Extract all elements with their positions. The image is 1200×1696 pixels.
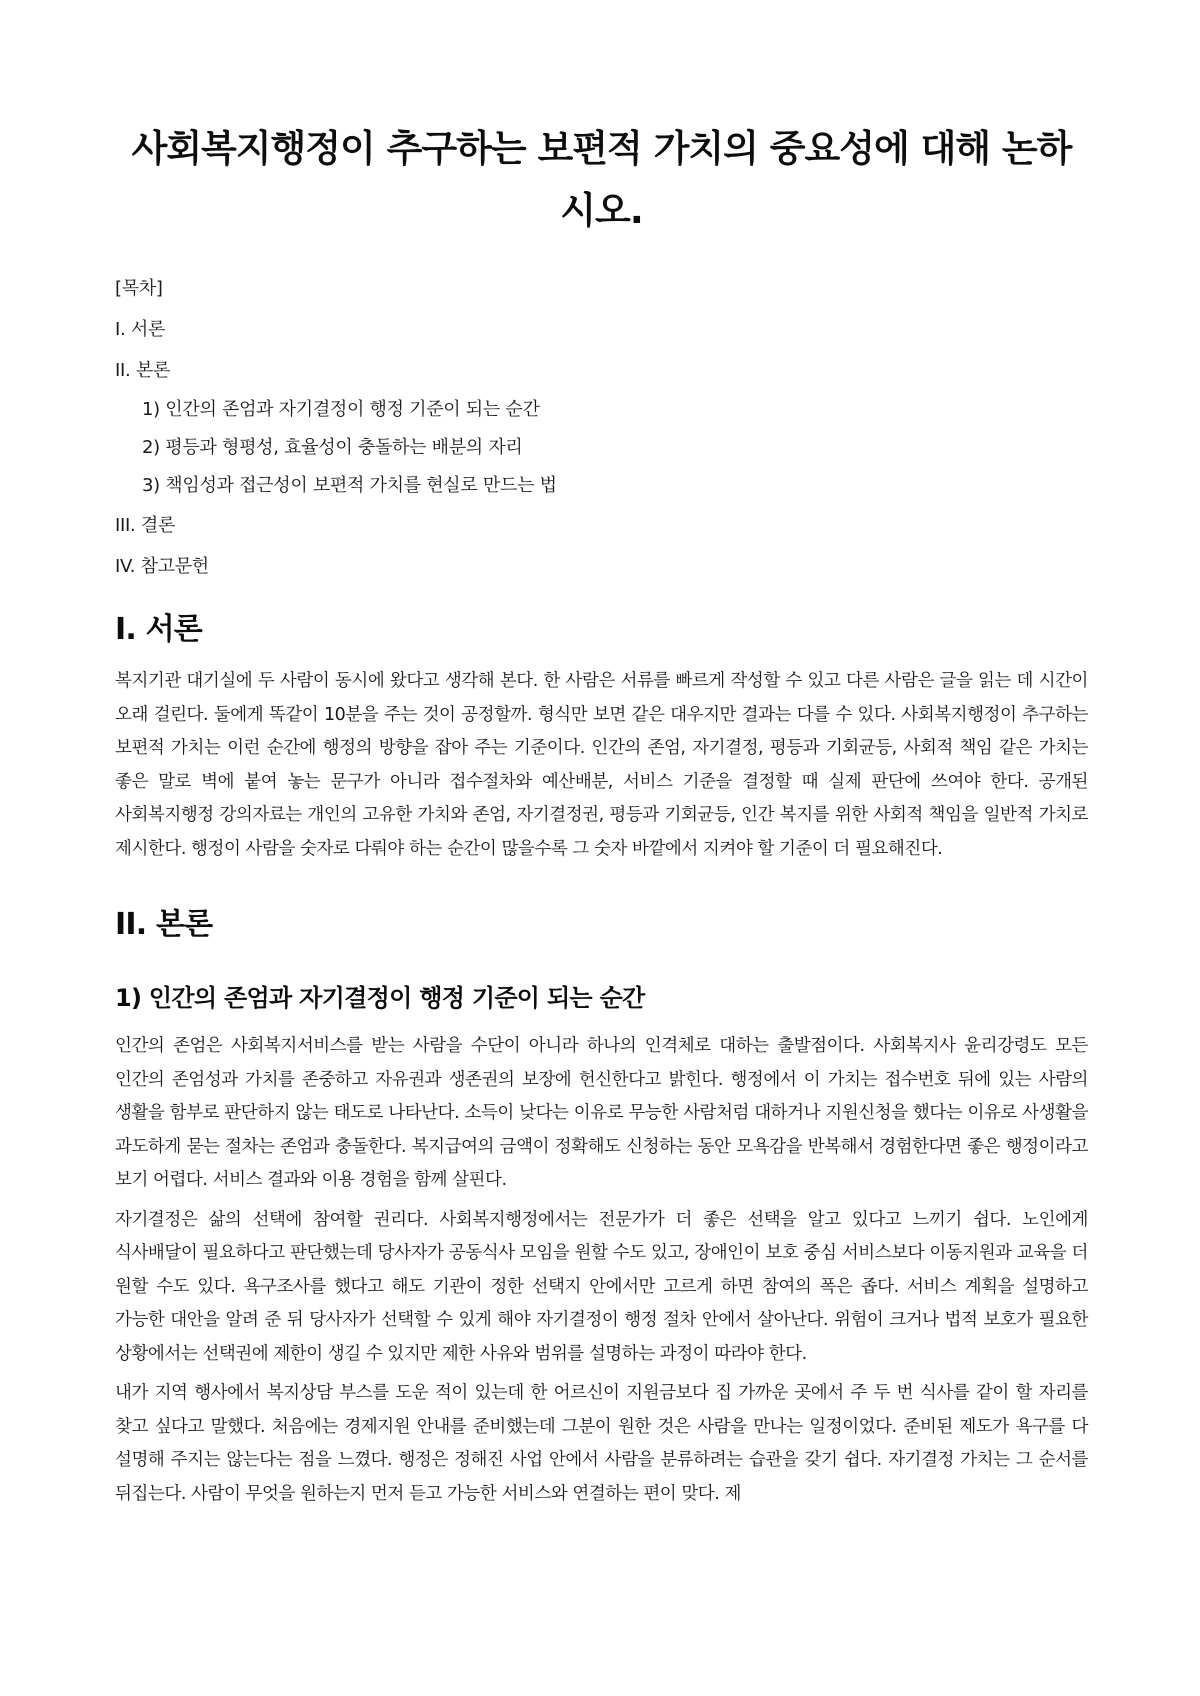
subsection-1-paragraph-2: 자기결정은 삶의 선택에 참여할 권리다. 사회복지행정에서는 전문가가 더 좋은 선택을 알고 있다고 느끼기 쉽다. 노인에게 식사배달이 필요하다고 판단했는데 당사자가 공동식사 모임을 원할 수도 있고, 장애인이 보호 중심 서비스보다 이동지원과 교육을 더 원할 수도 있다. 욕구조사를 했다고 해도 기관이 정한 선택지 안에서만 고르게 하면 참여의 폭은 좁다. 서비스 계획을 설명하고 가능한 대안을 알려 준 뒤 당사자가 선택할 수 있게 해야 자기결정이 행정 절차 안에서 살아난다. 위험이 크거나 법적 보호가 필요한 상황에서는 선택권에 제한이 생길 수 있지만 제한 사유와 범위를 설명하는 과정이 따라야 한다. (115, 1209, 1088, 1364)
toc-item-body-3: 3) 책임성과 접근성이 보편적 가치를 현실로 만드는 법 (142, 475, 557, 496)
body-heading: II. 본론 (115, 907, 213, 942)
introduction-paragraph: 복지기관 대기실에 두 사람이 동시에 왔다고 생각해 본다. 한 사람은 서류를 빠르게 작성할 수 있고 다른 사람은 글을 읽는 데 시간이 오래 걸린다. 둘에게 똑같이 10분을 주는 것이 공정할까. 형식만 보면 같은 대우지만 결과는 다를 수 있다. 사회복지행정이 추구하는 보편적 가치는 이런 순간에 행정의 방향을 잡아 주는 기준이다. 인간의 존엄, 자기결정, 평등과 기회균등, 사회적 책임 같은 가치는 좋은 말로 벽에 붙여 놓는 문구가 아니라 접수절차와 예산배분, 서비스 기준을 결정할 때 실제 판단에 쓰여야 한다. 공개된 사회복지행정 강의자료는 개인의 고유한 가치와 존엄, 자기결정권, 평등과 기회균등, 인간 복지를 위한 사회적 책임을 일반적 가치로 제시한다. 행정이 사람을 숫자로 다뤄야 하는 순간이 많을수록 그 숫자 바깥에서 지켜야 할 기준이 더 필요해진다. (115, 671, 1088, 859)
toc-item-references: IV. 참고문헌 (115, 556, 209, 577)
toc-item-body-2: 2) 평등과 형평성, 효율성이 충돌하는 배분의 자리 (142, 437, 523, 458)
subsection-1-heading: 1) 인간의 존엄과 자기결정이 행정 기준이 되는 순간 (115, 984, 645, 1012)
toc-heading: [목차] (115, 278, 163, 299)
subsection-1-paragraph-3: 내가 지역 행사에서 복지상담 부스를 도운 적이 있는데 한 어르신이 지원금보다 집 가까운 곳에서 주 두 번 식사를 같이 할 자리를 찾고 싶다고 말했다. 처음에는 경제지원 안내를 준비했는데 그분이 원한 것은 사람을 만나는 일정이었다. 준비된 제도가 욕구를 다 설명해 주지는 않는다는 점을 느꼈다. 행정은 정해진 사업 안에서 사람을 분류하려는 습관을 갖기 쉽다. 자기결정 가치는 그 순서를 뒤집는다. 사람이 무엇을 원하는지 먼저 듣고 가능한 서비스와 연결하는 편이 맞다. 제 (115, 1383, 1088, 1504)
introduction-heading: I. 서론 (115, 612, 202, 647)
introduction-section (115, 607, 1088, 866)
document-title: 사회복지행정이 추구하는 보편적 가치의 중요성에 대해 논하시오. (131, 127, 1072, 232)
toc-item-introduction: I. 서론 (115, 319, 166, 340)
subsection-1-paragraph-1: 인간의 존엄은 사회복지서비스를 받는 사람을 수단이 아니라 하나의 인격체로 대하는 출발점이다. 사회복지사 윤리강령도 모든 인간의 존엄성과 가치를 존중하고 자유권과 생존권의 보장에 헌신한다고 밝힌다. 행정에서 이 가치는 접수번호 뒤에 있는 사람의 생활을 함부로 판단하지 않는 태도로 나타난다. 소득이 낮다는 이유로 무능한 사람처럼 대하거나 지원신청을 했다는 이유로 사생활을 과도하게 묻는 절차는 존엄과 충돌한다. 복지급여의 금액이 정확해도 신청하는 동안 모욕감을 반복해서 경험한다면 좋은 행정이라고 보기 어렵다. 서비스 결과와 이용 경험을 함께 살핀다. (115, 1036, 1088, 1190)
toc-item-body: II. 본론 (115, 360, 171, 381)
body-section (115, 902, 1088, 1511)
toc-item-conclusion: III. 결론 (115, 515, 176, 536)
table-of-contents (115, 268, 1088, 587)
toc-item-body-1: 1) 인간의 존엄과 자기결정이 행정 기준이 되는 순간 (142, 399, 540, 420)
